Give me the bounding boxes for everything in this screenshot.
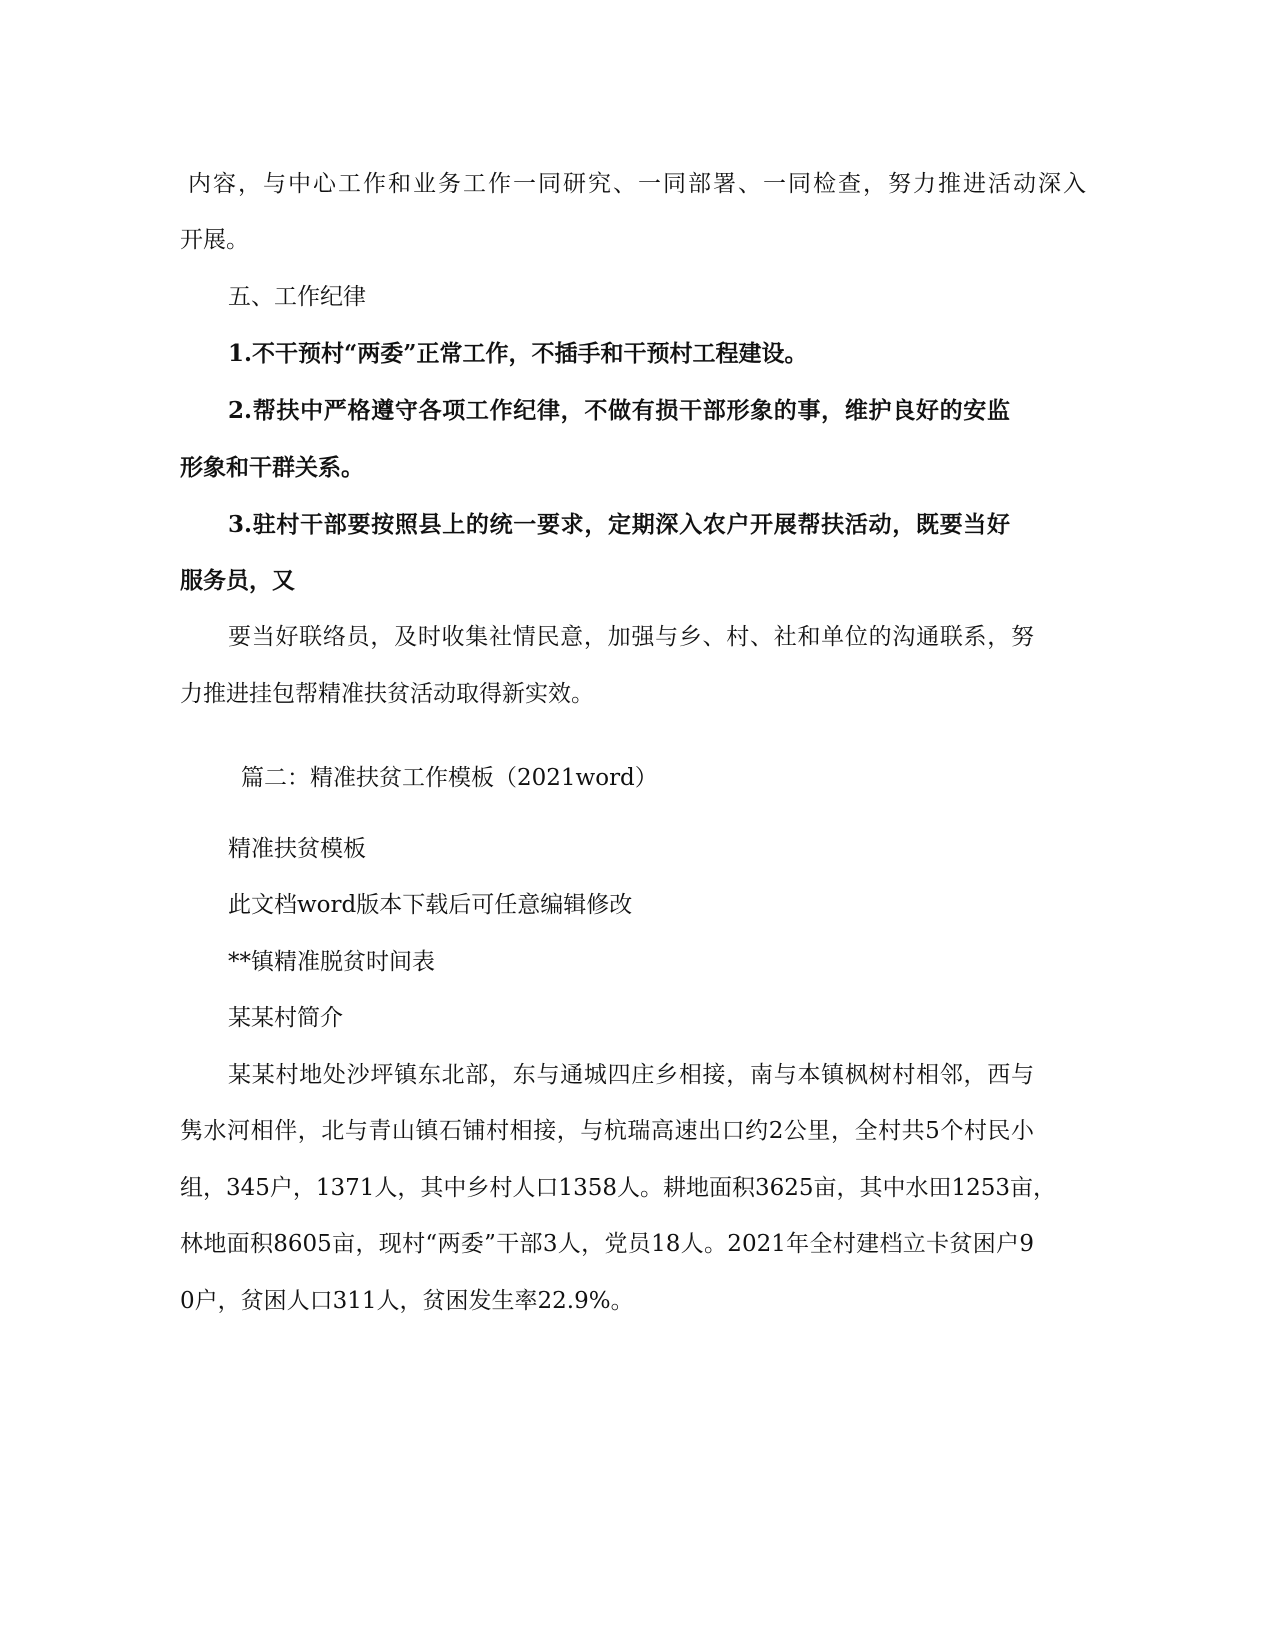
template-title: 精准扶贫模板 [228,836,366,862]
paragraph-line: 某某村地处沙坪镇东北部，东与通城四庄乡相接，南与本镇枫树村相邻，西与 [228,1062,1034,1088]
section-heading: 五、工作纪律 [228,284,366,310]
paragraph-line: 林地面积8605亩，现村“两委”干部3人，党员18人。2021年全村建档立卡贫困户9 [180,1231,1034,1257]
paragraph-line: 内容，与中心工作和业务工作一同研究、一同部署、一同检查，努力推进活动深入 [188,171,1086,197]
schedule-title: **镇精准脱贫时间表 [228,949,435,975]
paragraph-line: 0户，贫困人口311人，贫困发生率22.9%。 [180,1288,634,1314]
paragraph-line: 力推进挂包帮精准扶贫活动取得新实效。 [180,681,594,707]
discipline-rule-2: 2.帮扶中严格遵守各项工作纪律，不做有损干部形象的事，维护良好的安监 [228,397,1010,424]
part-heading: 篇二：精准扶贫工作模板（2021word） [241,765,658,791]
discipline-rule-3-cont: 服务员，又 [180,567,295,594]
discipline-rule-2-cont: 形象和干群关系。 [180,454,364,481]
paragraph-line: 开展。 [180,227,249,253]
paragraph-line: 隽水河相伴，北与青山镇石铺村相接，与杭瑞高速出口约2公里，全村共5个村民小 [180,1118,1034,1144]
discipline-rule-3: 3.驻村干部要按照县上的统一要求，定期深入农户开展帮扶活动，既要当好 [228,511,1010,538]
editable-note: 此文档word版本下载后可任意编辑修改 [228,892,633,918]
discipline-rule-1: 1.不干预村“两委”正常工作，不插手和干预村工程建设。 [228,340,808,367]
paragraph-line: 组，345户，1371人，其中乡村人口1358人。耕地面积3625亩，其中水田1253亩， [180,1175,1057,1201]
village-intro-title: 某某村简介 [228,1005,343,1031]
paragraph-line: 要当好联络员，及时收集社情民意，加强与乡、村、社和单位的沟通联系，努 [228,624,1034,650]
